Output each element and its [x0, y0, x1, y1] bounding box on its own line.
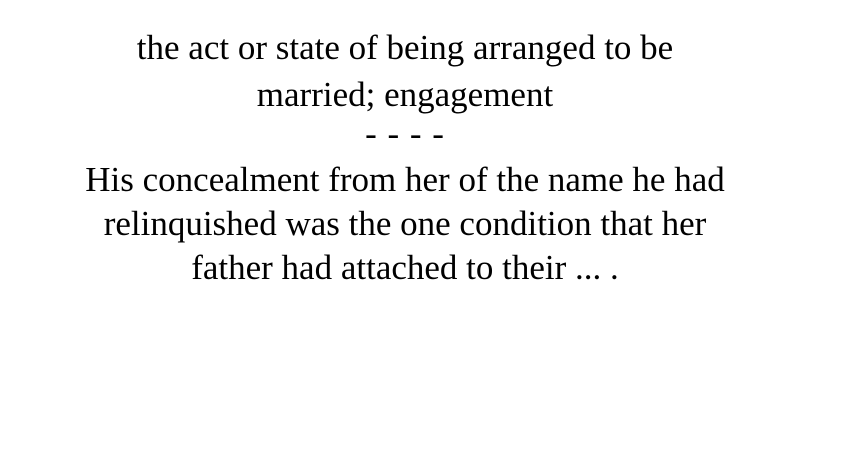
definition-text — [0, 24, 810, 118]
definition-line: the act or state of being arranged to be — [136, 28, 674, 67]
separator: - - - - — [365, 114, 445, 153]
example-line: father had attached to their ... . — [191, 248, 619, 287]
example-line: relinquished was the one condition that her — [103, 204, 707, 243]
example-line: His concealment from her of the name he had — [85, 160, 725, 199]
example-sentence — [0, 158, 810, 290]
definition-line: married; engagement — [256, 75, 554, 114]
